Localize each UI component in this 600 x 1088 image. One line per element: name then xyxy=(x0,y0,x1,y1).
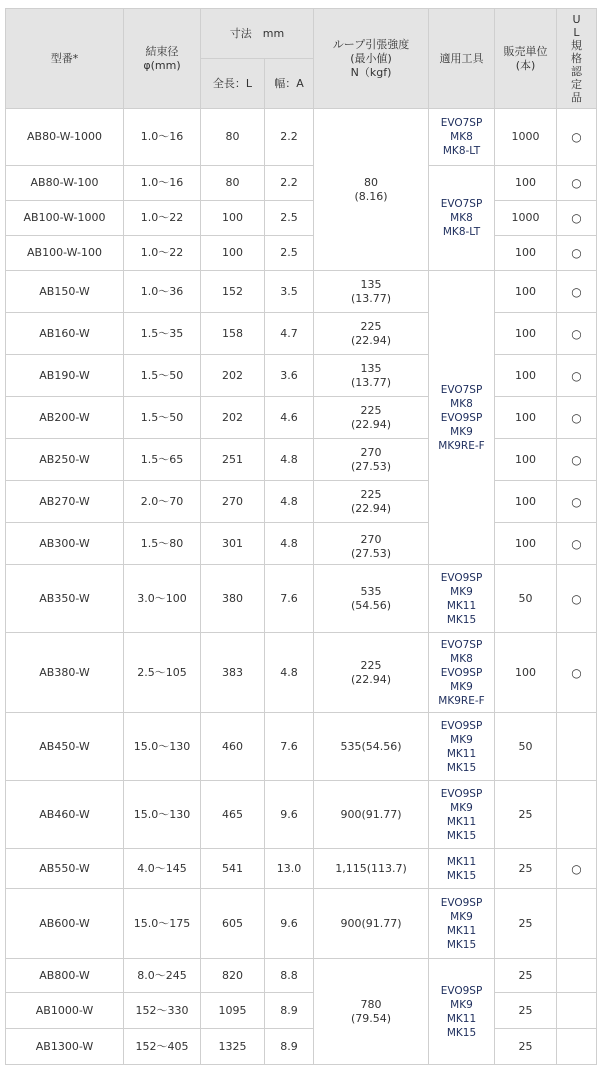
tool-cell: EVO7SP MK8 EVO9SP MK9 MK9RE-F xyxy=(429,271,495,565)
ul-mark: ○ xyxy=(557,236,597,271)
width-cell: 4.8 xyxy=(265,439,314,481)
diameter-cell: 1.5～50 xyxy=(124,355,201,397)
width-cell: 9.6 xyxy=(265,889,314,959)
tool-cell: MK11 MK15 xyxy=(429,849,495,889)
ul-mark: ○ xyxy=(557,565,597,633)
ul-mark xyxy=(557,889,597,959)
model-cell: AB80-W-100 xyxy=(6,166,124,201)
unit-cell: 100 xyxy=(495,523,557,565)
unit-cell: 100 xyxy=(495,481,557,523)
ul-mark xyxy=(557,781,597,849)
length-cell: 605 xyxy=(201,889,265,959)
length-cell: 820 xyxy=(201,959,265,993)
model-cell: AB190-W xyxy=(6,355,124,397)
model-cell: AB200-W xyxy=(6,397,124,439)
width-cell: 4.8 xyxy=(265,633,314,713)
diameter-cell: 1.0～36 xyxy=(124,271,201,313)
ul-mark: ○ xyxy=(557,313,597,355)
width-cell: 8.9 xyxy=(265,993,314,1029)
spec-table xyxy=(5,8,597,1065)
length-cell: 380 xyxy=(201,565,265,633)
width-cell: 9.6 xyxy=(265,781,314,849)
header-unit: 販売単位 (本) xyxy=(495,9,557,109)
diameter-cell: 1.5～50 xyxy=(124,397,201,439)
unit-cell: 25 xyxy=(495,781,557,849)
length-cell: 202 xyxy=(201,397,265,439)
length-cell: 460 xyxy=(201,713,265,781)
width-cell: 4.6 xyxy=(265,397,314,439)
table-row xyxy=(6,397,597,439)
model-cell: AB350-W xyxy=(6,565,124,633)
strength-cell: 225 (22.94) xyxy=(314,313,429,355)
width-cell: 13.0 xyxy=(265,849,314,889)
header-ul xyxy=(557,9,597,109)
table-row xyxy=(6,713,597,781)
width-cell: 8.9 xyxy=(265,1029,314,1065)
model-cell: AB270-W xyxy=(6,481,124,523)
diameter-cell: 2.0～70 xyxy=(124,481,201,523)
tool-cell: EVO9SP MK9 MK11 MK15 xyxy=(429,959,495,1065)
table-row xyxy=(6,849,597,889)
length-cell: 100 xyxy=(201,236,265,271)
tool-cell: EVO9SP MK9 MK11 MK15 xyxy=(429,781,495,849)
unit-cell: 25 xyxy=(495,849,557,889)
strength-cell: 900(91.77) xyxy=(314,781,429,849)
ul-mark: ○ xyxy=(557,109,597,166)
strength-cell: 225 (22.94) xyxy=(314,397,429,439)
tool-cell: EVO9SP MK9 MK11 MK15 xyxy=(429,889,495,959)
width-cell: 3.6 xyxy=(265,355,314,397)
diameter-cell: 1.0～16 xyxy=(124,166,201,201)
ul-mark xyxy=(557,713,597,781)
length-cell: 158 xyxy=(201,313,265,355)
unit-cell: 100 xyxy=(495,313,557,355)
strength-cell: 535(54.56) xyxy=(314,713,429,781)
model-cell: AB800-W xyxy=(6,959,124,993)
diameter-cell: 2.5～105 xyxy=(124,633,201,713)
model-cell: AB80-W-1000 xyxy=(6,109,124,166)
length-cell: 152 xyxy=(201,271,265,313)
table-row xyxy=(6,523,597,565)
diameter-cell: 152～405 xyxy=(124,1029,201,1065)
table-row xyxy=(6,109,597,166)
tool-cell: EVO7SP MK8 MK8-LT xyxy=(429,109,495,166)
model-cell: AB150-W xyxy=(6,271,124,313)
table-row xyxy=(6,959,597,993)
table-row xyxy=(6,1029,597,1065)
table-row xyxy=(6,313,597,355)
length-cell: 80 xyxy=(201,109,265,166)
ul-mark: ○ xyxy=(557,439,597,481)
table-row xyxy=(6,565,597,633)
strength-cell: 780 (79.54) xyxy=(314,959,429,1065)
table-row xyxy=(6,236,597,271)
unit-cell: 100 xyxy=(495,633,557,713)
width-cell: 3.5 xyxy=(265,271,314,313)
header-strength: ループ引張強度 (最小値) N（kgf) xyxy=(314,9,429,109)
width-cell: 2.2 xyxy=(265,109,314,166)
table-row xyxy=(6,633,597,713)
table-row xyxy=(6,439,597,481)
model-cell: AB600-W xyxy=(6,889,124,959)
length-cell: 80 xyxy=(201,166,265,201)
unit-cell: 100 xyxy=(495,397,557,439)
header-diameter: 結束径 φ(mm) xyxy=(124,9,201,109)
table-row xyxy=(6,355,597,397)
length-cell: 270 xyxy=(201,481,265,523)
unit-cell: 50 xyxy=(495,565,557,633)
strength-cell: 270 (27.53) xyxy=(314,439,429,481)
diameter-cell: 4.0～145 xyxy=(124,849,201,889)
diameter-cell: 1.5～80 xyxy=(124,523,201,565)
ul-mark xyxy=(557,1029,597,1065)
tool-cell: EVO9SP MK9 MK11 MK15 xyxy=(429,713,495,781)
model-cell: AB250-W xyxy=(6,439,124,481)
header-width: 幅：A xyxy=(265,59,314,109)
ul-mark: ○ xyxy=(557,355,597,397)
strength-cell xyxy=(314,523,429,565)
model-cell: AB1000-W xyxy=(6,993,124,1029)
length-cell: 1095 xyxy=(201,993,265,1029)
strength-cell: 135 (13.77) xyxy=(314,271,429,313)
model-cell: AB100-W-100 xyxy=(6,236,124,271)
table-row xyxy=(6,993,597,1029)
width-cell: 4.7 xyxy=(265,313,314,355)
unit-cell: 1000 xyxy=(495,201,557,236)
length-cell: 541 xyxy=(201,849,265,889)
unit-cell: 100 xyxy=(495,271,557,313)
width-cell: 4.8 xyxy=(265,481,314,523)
unit-cell: 100 xyxy=(495,236,557,271)
diameter-cell: 15.0～130 xyxy=(124,713,201,781)
strength-text: 270 (27.53) xyxy=(350,532,392,560)
length-cell: 251 xyxy=(201,439,265,481)
strength-cell: 80 (8.16) xyxy=(314,109,429,271)
ul-mark: ○ xyxy=(557,633,597,713)
length-cell: 202 xyxy=(201,355,265,397)
unit-cell: 100 xyxy=(495,439,557,481)
unit-cell: 100 xyxy=(495,355,557,397)
ul-mark xyxy=(557,959,597,993)
unit-cell: 100 xyxy=(495,166,557,201)
ul-mark: ○ xyxy=(557,166,597,201)
width-cell: 7.6 xyxy=(265,713,314,781)
length-cell: 383 xyxy=(201,633,265,713)
table-row xyxy=(6,201,597,236)
diameter-cell: 1.0～22 xyxy=(124,201,201,236)
tool-cell: EVO7SP MK8 EVO9SP MK9 MK9RE-F xyxy=(429,633,495,713)
diameter-cell: 152～330 xyxy=(124,993,201,1029)
strength-cell: 535 (54.56) xyxy=(314,565,429,633)
diameter-cell: 15.0～130 xyxy=(124,781,201,849)
table-row xyxy=(6,271,597,313)
strength-cell: 135 (13.77) xyxy=(314,355,429,397)
length-cell: 1325 xyxy=(201,1029,265,1065)
table-row xyxy=(6,166,597,201)
unit-cell: 25 xyxy=(495,889,557,959)
header-length: 全長：L xyxy=(201,59,265,109)
table-row xyxy=(6,481,597,523)
diameter-cell: 15.0～175 xyxy=(124,889,201,959)
length-cell: 465 xyxy=(201,781,265,849)
ul-mark: ○ xyxy=(557,849,597,889)
ul-mark: ○ xyxy=(557,201,597,236)
width-cell: 2.2 xyxy=(265,166,314,201)
diameter-cell: 1.5～35 xyxy=(124,313,201,355)
length-cell: 100 xyxy=(201,201,265,236)
model-cell: AB300-W xyxy=(6,523,124,565)
model-cell: AB550-W xyxy=(6,849,124,889)
width-cell: 2.5 xyxy=(265,236,314,271)
unit-cell: 25 xyxy=(495,1029,557,1065)
strength-cell: 225 (22.94) xyxy=(314,481,429,523)
unit-cell: 50 xyxy=(495,713,557,781)
ul-mark: ○ xyxy=(557,523,597,565)
tool-cell: EVO7SP MK8 MK8-LT xyxy=(429,166,495,271)
width-cell: 4.8 xyxy=(265,523,314,565)
width-cell: 2.5 xyxy=(265,201,314,236)
model-cell: AB100-W-1000 xyxy=(6,201,124,236)
width-cell: 7.6 xyxy=(265,565,314,633)
diameter-cell: 1.5～65 xyxy=(124,439,201,481)
header-dimensions: 寸法 mm xyxy=(201,9,314,59)
header-model: 型番* xyxy=(6,9,124,109)
width-cell: 8.8 xyxy=(265,959,314,993)
unit-cell: 25 xyxy=(495,959,557,993)
table-row xyxy=(6,781,597,849)
unit-cell: 1000 xyxy=(495,109,557,166)
ul-mark xyxy=(557,993,597,1029)
model-cell: AB380-W xyxy=(6,633,124,713)
model-cell: AB460-W xyxy=(6,781,124,849)
header-tool: 適用工具 xyxy=(429,9,495,109)
ul-mark: ○ xyxy=(557,481,597,523)
unit-cell: 25 xyxy=(495,993,557,1029)
diameter-cell: 3.0～100 xyxy=(124,565,201,633)
model-cell: AB160-W xyxy=(6,313,124,355)
model-cell: AB450-W xyxy=(6,713,124,781)
tool-cell: EVO9SP MK9 MK11 MK15 xyxy=(429,565,495,633)
model-cell: AB1300-W xyxy=(6,1029,124,1065)
diameter-cell: 8.0～245 xyxy=(124,959,201,993)
strength-cell: 1,115(113.7) xyxy=(314,849,429,889)
diameter-cell: 1.0～22 xyxy=(124,236,201,271)
header-ul-text: UL規格認定品 xyxy=(571,12,582,104)
ul-mark: ○ xyxy=(557,271,597,313)
ul-mark: ○ xyxy=(557,397,597,439)
length-cell: 301 xyxy=(201,523,265,565)
strength-cell: 900(91.77) xyxy=(314,889,429,959)
table-row xyxy=(6,889,597,959)
strength-cell: 225 (22.94) xyxy=(314,633,429,713)
diameter-cell: 1.0～16 xyxy=(124,109,201,166)
